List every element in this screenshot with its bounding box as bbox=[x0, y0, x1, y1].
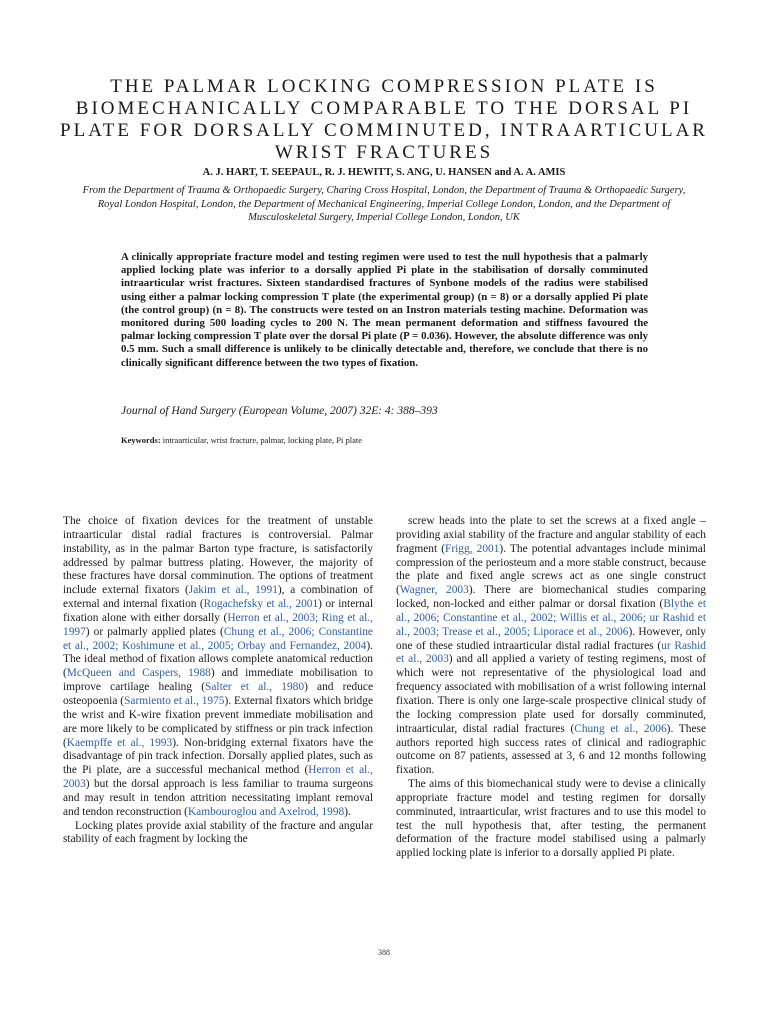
page-number: 388 bbox=[378, 948, 390, 957]
reference-link[interactable]: Blythe et al., 2006; Constantine et al., 2002; Willis et al., 2006; ur Rashid et al., 2003; Trease et al., 2005; Liporace et al., 2006 bbox=[396, 598, 706, 638]
body-column-right bbox=[396, 515, 706, 861]
body-text: ). The ideal method of fixation allows complete anatomical reduction ( bbox=[63, 639, 373, 680]
reference-link[interactable]: Wagner, 2003 bbox=[399, 584, 469, 597]
reference-link[interactable]: Chung et al., 2006; Constantine et al., 2002; Koshimune et al., 2005; Orbay and Fernandez, 2004 bbox=[63, 625, 373, 652]
reference-link[interactable]: Chung et al., 2006 bbox=[574, 722, 667, 735]
body-paragraph bbox=[396, 778, 706, 861]
body-text: ). Non-bridging external fixators have the disadvantage of pin track infection. Dorsally applied plates, such as the Pi plate, are a successful mechanical method ( bbox=[63, 736, 373, 777]
reference-link[interactable]: Salter et al., 1980 bbox=[205, 681, 305, 694]
article-title: THE PALMAR LOCKING COMPRESSION PLATE IS BIOMECHANICALLY COMPARABLE TO THE DORSAL PI PLATE FOR DORSALLY COMMINUTED, INTRAARTICULAR WRIST FRACTURES bbox=[60, 76, 708, 163]
body-text: Locking plates provide axial stability of the fracture and angular stability of each fragment by locking the bbox=[63, 819, 373, 846]
body-text: ). The potential advantages include minimal compression of the periosteum and a more stable construct, because the plate and fixed angle screws act as one single construct ( bbox=[396, 542, 706, 597]
body-text: ). However, only one of these studied intraarticular distal radial fractures ( bbox=[396, 625, 706, 652]
reference-link[interactable]: McQueen and Caspers, 1988 bbox=[66, 667, 211, 680]
reference-link[interactable]: Herron et al., 2003 bbox=[63, 764, 373, 791]
body-text: ) but the dorsal approach is less familiar to trauma surgeons and may result in tendon attrition necessitating implant removal and tendon reconstruction ( bbox=[63, 778, 373, 818]
body-text: ). There are biomechanical studies comparing locked, non-locked and either palmar or dorsal fixation ( bbox=[396, 584, 706, 611]
reference-link[interactable]: Kambouroglou and Axelrod, 1998 bbox=[187, 805, 345, 818]
body-column-left bbox=[63, 515, 373, 847]
body-text: ). bbox=[344, 805, 351, 818]
keywords bbox=[121, 435, 648, 445]
body-text: ) and immediate mobilisation to improve cartilage healing ( bbox=[63, 667, 373, 694]
body-text: The aims of this biomechanical study were to devise a clinically appropriate fracture model and testing regimen for dorsally comminuted, intraarticular, wrist fractures and to use this model to test the null hypothesis that, after testing, the permanent deformation of the fracture model stabilised using a palmarly applied locking plate is inferior to a dorsally applied Pi plate. bbox=[396, 778, 706, 860]
keywords-label: Keywords: bbox=[121, 435, 161, 445]
body-text: screw heads into the plate to set the screws at a fixed angle – providing axial stability of the fracture and angular stability of each fragment ( bbox=[396, 515, 706, 555]
reference-link[interactable]: Sarmiento et al., 1975 bbox=[124, 694, 225, 707]
body-paragraph bbox=[396, 515, 706, 778]
reference-link[interactable]: Jakim et al., 1991 bbox=[188, 584, 278, 597]
journal-citation: Journal of Hand Surgery (European Volume, 2007) 32E: 4: 388–393 bbox=[121, 405, 438, 417]
reference-link[interactable]: ur Rashid et al., 2003 bbox=[396, 639, 706, 666]
body-text: ) and all applied a variety of testing regimens, most of which were not representative of the physiological load and frequency associated with mobilisation of a wrist following internal fixation. There is only one large-scale prospective clinical study of the locking compression plate used for dorsally comminuted, intraarticular, distal radial fractures ( bbox=[396, 653, 706, 735]
reference-link[interactable]: Kaempffe et al., 1993 bbox=[66, 736, 173, 749]
reference-link[interactable]: Herron et al., 2003; Ring et al., 1997 bbox=[63, 611, 373, 638]
body-text: ). These authors reported high success rates of clinical and radiographic outcome on 87 patients, assessed at 3, 6 and 12 months following fixation. bbox=[396, 722, 707, 777]
body-text: ) or internal fixation alone with either dorsally ( bbox=[63, 598, 373, 624]
body-paragraph bbox=[63, 820, 373, 848]
author-list: A. J. HART, T. SEEPAUL, R. J. HEWITT, S. ANG, U. HANSEN and A. A. AMIS bbox=[202, 167, 566, 178]
reference-link[interactable]: Rogachefsky et al., 2001 bbox=[203, 598, 319, 611]
body-text: ) and reduce osteopoenia ( bbox=[63, 681, 374, 707]
body-text: ), a combination of external and internal fixation ( bbox=[63, 584, 373, 611]
reference-link[interactable]: Frigg, 2001 bbox=[445, 542, 500, 555]
author-affiliation: From the Department of Trauma & Orthopaedic Surgery, Charing Cross Hospital, London, the Department of Trauma & Orthopaedic Surgery, Royal London Hospital, London, the Department of Mechanical Engineering, Imperial College London, London, and the Department of Musculoskeletal Surgery, Imperial College London, London, UK bbox=[82, 185, 686, 223]
body-text: ) or palmarly applied plates ( bbox=[85, 625, 224, 638]
abstract: A clinically appropriate fracture model and testing regimen were used to test the null hypothesis that a palmarly applied locking plate was inferior to a dorsally applied Pi plate in the stabilisation of dorsally comminuted intraarticular wrist fractures. Sixteen standardised fractures of Synbone models of the radius were stabilised using either a palmar locking compression T plate (the experimental group) (n = 8) or a dorsally applied Pi plate (the control group) (n = 8). The constructs were tested on an Instron materials testing machine. Deformation was monitored during 500 loading cycles to 200 N. The mean permanent deformation and stiffness favoured the palmar locking compression T plate over the dorsal Pi plate (P = 0.036). However, the absolute difference was only 0.5 mm. Such a small difference is unlikely to be clinically detectable and, therefore, we conclude that there is no clinically significant difference between the two types of fixation. bbox=[121, 251, 648, 369]
keywords-text: intraarticular, wrist fracture, palmar, locking plate, Pi plate bbox=[160, 435, 363, 445]
body-text: ). External fixators which bridge the wrist and K-wire fixation prevent immediate mobilisation and are more likely to be complicated by stiffness or pin track infection ( bbox=[63, 694, 374, 749]
body-paragraph bbox=[63, 515, 373, 820]
body-text: The choice of fixation devices for the treatment of unstable intraarticular distal radial fractures is controversial. Palmar instability, as in the palmar Barton type fracture, is satisfactorily addressed by palmar buttress plating. However, the majority of these fractures have dorsal comminution. The options of treatment include external fixators ( bbox=[63, 515, 373, 597]
